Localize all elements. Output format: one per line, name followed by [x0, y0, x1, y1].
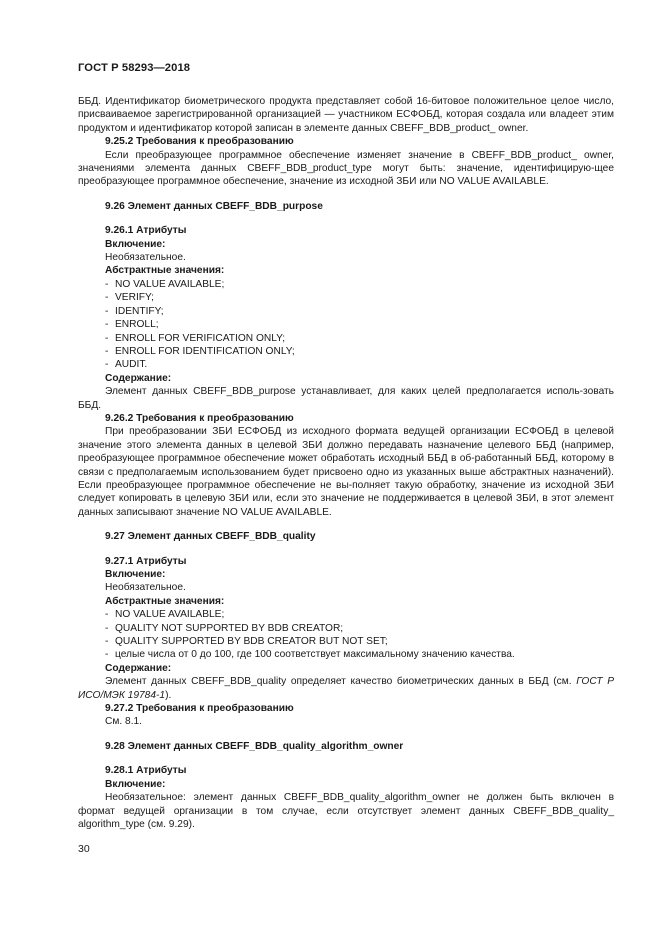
label-inclusion: Включение: — [105, 238, 166, 250]
paragraph-9-25-2: Если преобразующее программное обеспечение изменяет значение в CBEFF_BDB_product_ owner, значениями элемента данных CBEFF_BDB_product_type могут быть: значение, идентифицирую-щее преобразующее программное обеспечение, значение из исходной ЗБИ или NO VALUE AVAILABLE. — [78, 149, 614, 188]
label-abstract-values: Абстрактные значения: — [105, 265, 225, 277]
list-item: - QUALITY SUPPORTED BY BDB CREATOR BUT NOT SET; — [105, 636, 388, 648]
document-header: ГОСТ Р 58293—2018 — [78, 62, 191, 74]
list-item: - AUDIT. — [105, 359, 148, 371]
paragraph-9-26-content: Элемент данных CBEFF_BDB_purpose устанавливает, для каких целей предполагается исполь-зовать ББД. — [78, 386, 614, 411]
label-inclusion: Включение: — [105, 569, 166, 580]
list-item: - целые числа от 0 до 100, где 100 соответствует максимальному значению качества. — [105, 649, 515, 661]
label-content: Содержание: — [105, 662, 172, 674]
list-item: - QUALITY NOT SUPPORTED BY BDB CREATOR; — [105, 622, 344, 634]
list-item: - ENROLL FOR VERIFICATION ONLY; — [105, 332, 286, 344]
list-item: - NO VALUE AVAILABLE; — [105, 278, 225, 290]
value-inclusion: Необязательное. — [105, 252, 186, 264]
page-number: 30 — [78, 843, 90, 855]
section-heading-9-27: 9.27 Элемент данных CBEFF_BDB_quality — [105, 531, 316, 543]
list-item: - NO VALUE AVAILABLE; — [105, 609, 225, 621]
heading-9-25-2: 9.25.2 Требования к преобразованию — [105, 136, 294, 148]
paragraph-9-27-content: Элемент данных CBEFF_BDB_quality определяет качество биометрических данных в ББД (см. ГОСТ Р ИСО/МЭК 19784-1). — [78, 676, 614, 701]
section-heading-9-26: 9.26 Элемент данных CBEFF_BDB_purpose — [105, 200, 323, 212]
list-purpose-values — [78, 278, 614, 372]
paragraph-9-26-2: При преобразовании ЗБИ ЕСФОБД из исходного формата ведущей организации ЕСФОБД в целевой значение этого элемента данных в целевой ЗБИ должно передавать назначение целевого ББД (например, преобразующее программное обеспечение может обработать исходный ББД в об-работанный ББД, которому в связи с предполагаемым использованием будет присвоено одно из указанных выше абстрактных назначений). Если преобразующее программное обеспечение не вы-полняет такую обработку, значение из исходной ЗБИ следует копировать в целевую ЗБИ или, если это значение не поддерживается в целевой ЗБИ, в этот элемент данных записывают значение NO VALUE AVAILABLE. — [78, 426, 614, 518]
label-content: Содержание: — [105, 372, 172, 384]
list-quality-values — [78, 608, 614, 662]
heading-9-28-1: 9.28.1 Атрибуты — [105, 765, 187, 777]
standard-reference: ГОСТ Р ИСО/МЭК 19784-1 — [78, 676, 614, 701]
heading-9-26-1: 9.26.1 Атрибуты — [105, 225, 187, 237]
label-inclusion: Включение: — [105, 778, 166, 790]
intro-paragraph: ББД. Идентификатор биометрического продукта представляет собой 16-битовое положительное целое число, присваиваемое зарегистрированной организацией — участником ЕСФОБД, которая создала или владеет этим продуктом и идентификатор которой записан в элементе данных CBEFF_BDB_product_ owner. — [78, 96, 614, 134]
document-body — [78, 95, 614, 831]
section-heading-9-28: 9.28 Элемент данных CBEFF_BDB_quality_algorithm_owner — [105, 740, 404, 752]
heading-9-26-2: 9.26.2 Требования к преобразованию — [105, 412, 294, 424]
heading-9-27-2: 9.27.2 Требования к преобразованию — [105, 703, 294, 715]
paragraph-9-27-2: См. 8.1. — [105, 716, 143, 728]
list-item: - ENROLL FOR IDENTIFICATION ONLY; — [105, 345, 295, 357]
paragraph-9-28-inclusion: Необязательное: элемент данных CBEFF_BDB_quality_algorithm_owner не должен быть включен в формат ведущей организации в том случае, если отсутствует элемент данных CBEFF_BDB_quality_ algorithm_type (см. 9.29). — [78, 792, 614, 830]
label-abstract-values: Абстрактные значения: — [105, 595, 225, 607]
heading-9-27-1: 9.27.1 Атрибуты — [105, 555, 187, 567]
list-item: - ENROLL; — [105, 319, 159, 331]
list-item: - VERIFY; — [105, 292, 154, 304]
list-item: - IDENTIFY; — [105, 305, 164, 317]
value-inclusion: Необязательное. — [105, 582, 186, 594]
